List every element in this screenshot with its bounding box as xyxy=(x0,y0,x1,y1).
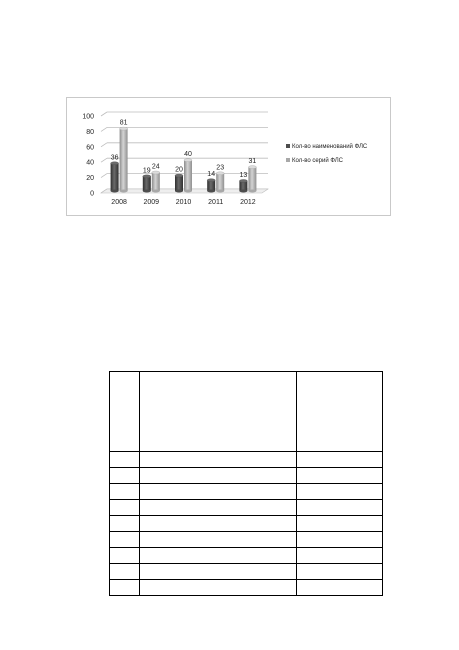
table-cell xyxy=(110,484,140,500)
bar xyxy=(143,176,151,191)
table-cell xyxy=(297,500,383,516)
y-tick-label: 20 xyxy=(86,175,94,183)
y-tick-label: 0 xyxy=(90,190,94,198)
bar-top xyxy=(216,172,224,175)
table-row xyxy=(110,452,383,468)
table-cell xyxy=(140,484,297,500)
bar-base xyxy=(184,190,192,193)
bar-base xyxy=(248,190,256,193)
table-cell xyxy=(297,580,383,596)
table-cell xyxy=(297,484,383,500)
table-cell xyxy=(110,564,140,580)
x-tick-label: 2009 xyxy=(143,199,160,206)
data-label: 20 xyxy=(175,166,183,174)
bar xyxy=(111,163,119,191)
table-cell xyxy=(110,500,140,516)
table-cell xyxy=(297,564,383,580)
table-cell xyxy=(297,452,383,468)
table-cell xyxy=(140,468,297,484)
table-cell xyxy=(140,548,297,564)
bar xyxy=(248,167,256,191)
bar-base xyxy=(111,190,119,193)
data-label: 40 xyxy=(184,151,192,159)
bar xyxy=(175,176,183,191)
table-cell xyxy=(140,500,297,516)
data-label: 36 xyxy=(110,154,119,162)
empty-table xyxy=(109,371,383,596)
table-cell xyxy=(110,580,140,596)
data-label: 81 xyxy=(119,119,128,127)
grid-line-diag xyxy=(101,112,107,116)
bar-top xyxy=(111,162,119,165)
table-cell xyxy=(140,372,297,452)
y-tick-label: 60 xyxy=(86,144,94,152)
bars xyxy=(111,127,257,192)
bar-base xyxy=(143,190,151,193)
x-tick-label: 2008 xyxy=(111,199,127,206)
data-label: 13 xyxy=(239,171,248,179)
table-row xyxy=(110,484,383,500)
table-cell xyxy=(140,516,297,532)
table-cell xyxy=(140,532,297,548)
table-cell xyxy=(297,516,383,532)
bar-base xyxy=(120,190,128,193)
bar-base xyxy=(152,190,160,193)
bar-base xyxy=(175,190,183,193)
bar-top xyxy=(120,127,128,130)
grid-line-diag xyxy=(101,174,107,178)
data-label: 24 xyxy=(151,163,160,171)
table-row xyxy=(110,516,383,532)
x-tick-label: 2010 xyxy=(175,199,192,206)
grid-line-diag xyxy=(101,158,107,162)
bar xyxy=(152,173,160,191)
legend-label: Кол-во наименований ФЛС xyxy=(292,144,368,150)
table-cell xyxy=(110,468,140,484)
table-row xyxy=(110,564,383,580)
table-row xyxy=(110,580,383,596)
table-header-row xyxy=(110,372,383,452)
table-cell xyxy=(297,372,383,452)
table-row xyxy=(110,548,383,564)
table-cell xyxy=(110,372,140,452)
bar xyxy=(120,129,128,191)
data-label: 19 xyxy=(142,167,151,175)
bar-base xyxy=(207,190,215,193)
data-label: 31 xyxy=(248,158,257,166)
bar-chart xyxy=(67,98,392,217)
y-tick-label: 80 xyxy=(86,128,94,136)
chart-frame xyxy=(66,97,391,216)
y-tick-label: 100 xyxy=(82,113,94,121)
x-tick-label: 2012 xyxy=(240,199,256,206)
table-cell xyxy=(297,468,383,484)
data-label: 23 xyxy=(216,164,225,172)
table-cell xyxy=(110,532,140,548)
table-cell xyxy=(140,580,297,596)
bar xyxy=(184,160,192,191)
table-cell xyxy=(297,548,383,564)
bar-base xyxy=(239,190,247,193)
y-axis-ticks xyxy=(82,114,94,198)
bar-top xyxy=(152,171,160,174)
table-cell xyxy=(297,532,383,548)
table-row xyxy=(110,532,383,548)
x-axis-ticks xyxy=(111,199,255,206)
data-label: 14 xyxy=(207,171,216,179)
grid-line-diag xyxy=(101,127,107,131)
legend xyxy=(286,143,368,164)
x-tick-label: 2011 xyxy=(208,199,224,206)
table-cell xyxy=(110,548,140,564)
bar-top xyxy=(239,179,247,182)
legend-swatch xyxy=(286,144,290,148)
y-tick-label: 40 xyxy=(86,159,94,167)
bar-top xyxy=(207,179,215,182)
table-row xyxy=(110,468,383,484)
table-cell xyxy=(110,516,140,532)
data-labels xyxy=(111,120,257,179)
grid-line-diag xyxy=(101,143,107,147)
legend-swatch xyxy=(286,158,290,162)
legend-label: Кол-во серий ФЛС xyxy=(292,158,343,164)
bar xyxy=(216,173,224,191)
bar-top xyxy=(184,159,192,162)
bar-base xyxy=(216,190,224,193)
table-cell xyxy=(140,564,297,580)
bar-top xyxy=(143,175,151,178)
bar-top xyxy=(248,166,256,169)
table-cell xyxy=(140,452,297,468)
table-row xyxy=(110,500,383,516)
table-cell xyxy=(110,452,140,468)
bar-top xyxy=(175,174,183,177)
